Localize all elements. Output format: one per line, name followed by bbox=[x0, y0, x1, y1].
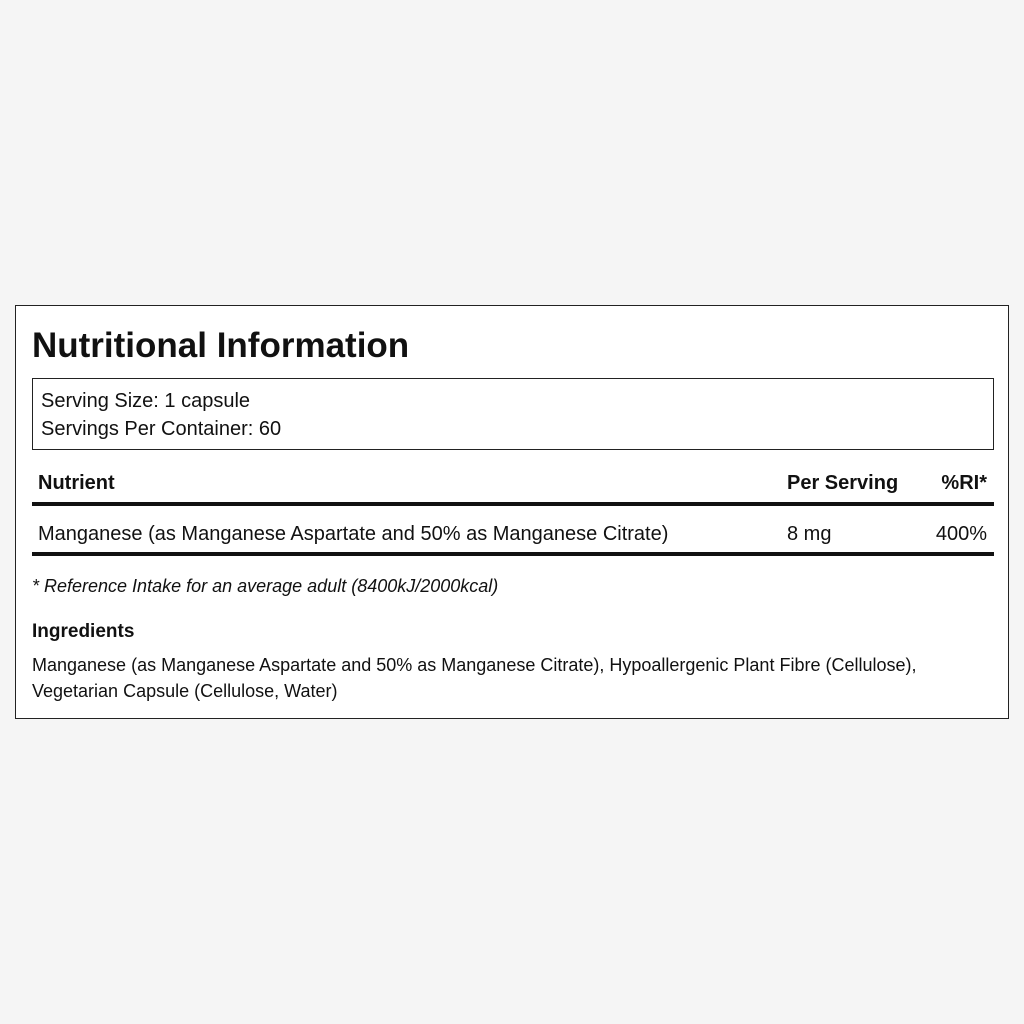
nutrition-panel bbox=[15, 305, 1009, 719]
nutrient-amount: 8 mg bbox=[787, 523, 832, 545]
reference-intake-footnote: * Reference Intake for an average adult (8400kJ/2000kcal) bbox=[32, 576, 499, 596]
serving-info-box bbox=[32, 378, 994, 450]
column-header-ri: %RI* bbox=[941, 472, 987, 494]
table-bottom-divider bbox=[32, 552, 994, 556]
servings-per-container: Servings Per Container: 60 bbox=[41, 418, 282, 440]
column-header-per-serving: Per Serving bbox=[787, 472, 899, 494]
panel-title: Nutritional Information bbox=[32, 326, 410, 365]
serving-size: Serving Size: 1 capsule bbox=[41, 390, 251, 412]
nutrient-name: Manganese (as Manganese Aspartate and 50% as Manganese Citrate) bbox=[38, 523, 669, 545]
column-header-nutrient: Nutrient bbox=[38, 472, 115, 494]
nutrient-ri: 400% bbox=[935, 523, 987, 545]
ingredients-heading: Ingredients bbox=[32, 621, 135, 642]
ingredients-text: Manganese (as Manganese Aspartate and 50% as Manganese Citrate), Hypoallergenic Plant Fibre (Cellulose), Vegetarian Capsule (Cellulose, Water) bbox=[32, 655, 917, 701]
header-divider bbox=[32, 502, 994, 506]
